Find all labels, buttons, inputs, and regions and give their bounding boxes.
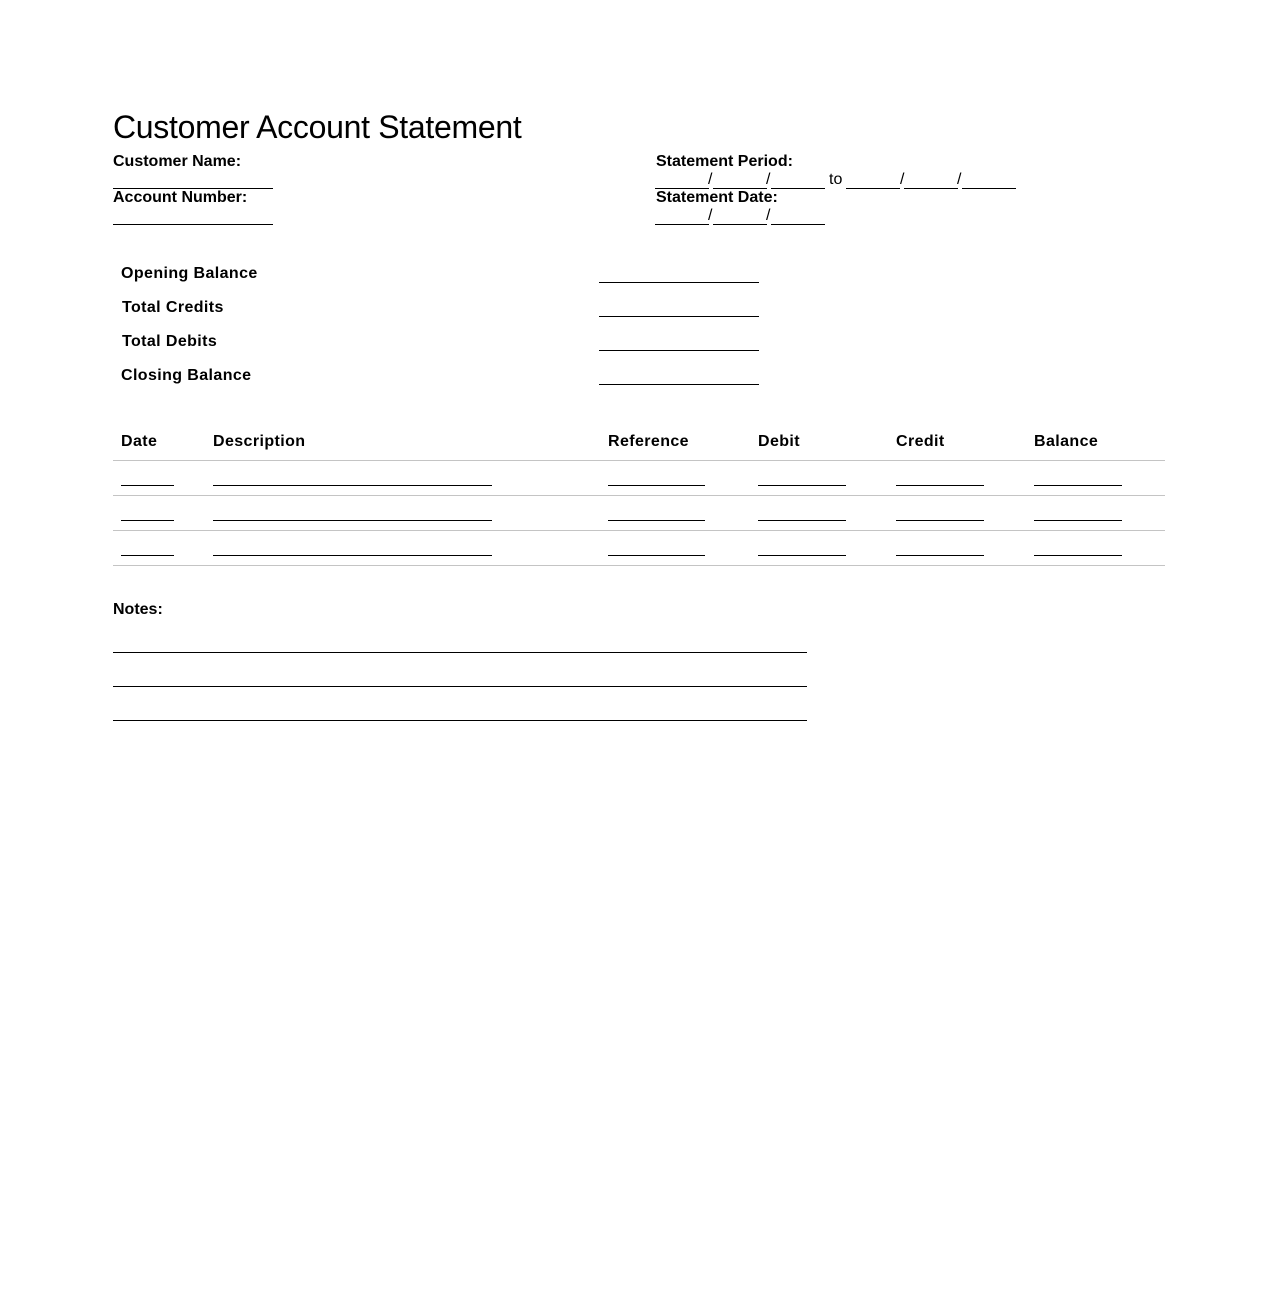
row-divider [113, 530, 1165, 531]
credit-field[interactable] [896, 555, 984, 556]
date-separator: / [708, 207, 713, 224]
total-debits-field[interactable] [599, 350, 759, 351]
period-to-text: to [829, 171, 843, 188]
total-credits-field[interactable] [599, 316, 759, 317]
period-end-month-field[interactable] [846, 188, 900, 189]
period-start-year-field[interactable] [771, 188, 825, 189]
balance-field[interactable] [1034, 555, 1122, 556]
account-number-field[interactable] [113, 224, 273, 225]
reference-field[interactable] [608, 485, 705, 486]
customer-name-label: Customer Name: [113, 153, 242, 170]
date-field[interactable] [121, 520, 174, 521]
description-field[interactable] [213, 485, 492, 486]
period-end-day-field[interactable] [904, 188, 958, 189]
column-header-date: Date [121, 433, 158, 450]
table-header-divider [113, 460, 1165, 461]
date-field[interactable] [121, 485, 174, 486]
reference-field[interactable] [608, 520, 705, 521]
date-separator: / [766, 171, 771, 188]
reference-field[interactable] [608, 555, 705, 556]
date-separator: / [957, 171, 962, 188]
notes-line[interactable] [113, 686, 807, 687]
statement-date-label: Statement Date: [656, 189, 778, 206]
column-header-description: Description [213, 433, 306, 450]
statement-date-day-field[interactable] [713, 224, 767, 225]
debit-field[interactable] [758, 555, 846, 556]
balance-field[interactable] [1034, 485, 1122, 486]
date-field[interactable] [121, 555, 174, 556]
closing-balance-field[interactable] [599, 384, 759, 385]
row-divider [113, 495, 1165, 496]
row-divider [113, 565, 1165, 566]
period-end-year-field[interactable] [962, 188, 1016, 189]
statement-date-year-field[interactable] [771, 224, 825, 225]
total-credits-label: Total Credits [122, 299, 224, 316]
statement-date-month-field[interactable] [655, 224, 709, 225]
credit-field[interactable] [896, 485, 984, 486]
statement-period-label: Statement Period: [656, 153, 793, 170]
description-field[interactable] [213, 520, 492, 521]
opening-balance-label: Opening Balance [121, 265, 258, 282]
total-debits-label: Total Debits [122, 333, 218, 350]
date-separator: / [766, 207, 771, 224]
credit-field[interactable] [896, 520, 984, 521]
page-title: Customer Account Statement [113, 109, 522, 145]
notes-label: Notes: [113, 601, 163, 618]
notes-line[interactable] [113, 720, 807, 721]
column-header-credit: Credit [896, 433, 945, 450]
balance-field[interactable] [1034, 520, 1122, 521]
debit-field[interactable] [758, 520, 846, 521]
account-number-label: Account Number: [113, 189, 248, 206]
column-header-balance: Balance [1034, 433, 1099, 450]
debit-field[interactable] [758, 485, 846, 486]
closing-balance-label: Closing Balance [121, 367, 252, 384]
description-field[interactable] [213, 555, 492, 556]
opening-balance-field[interactable] [599, 282, 759, 283]
column-header-debit: Debit [758, 433, 800, 450]
notes-line[interactable] [113, 652, 807, 653]
date-separator: / [900, 171, 905, 188]
column-header-reference: Reference [608, 433, 689, 450]
date-separator: / [708, 171, 713, 188]
